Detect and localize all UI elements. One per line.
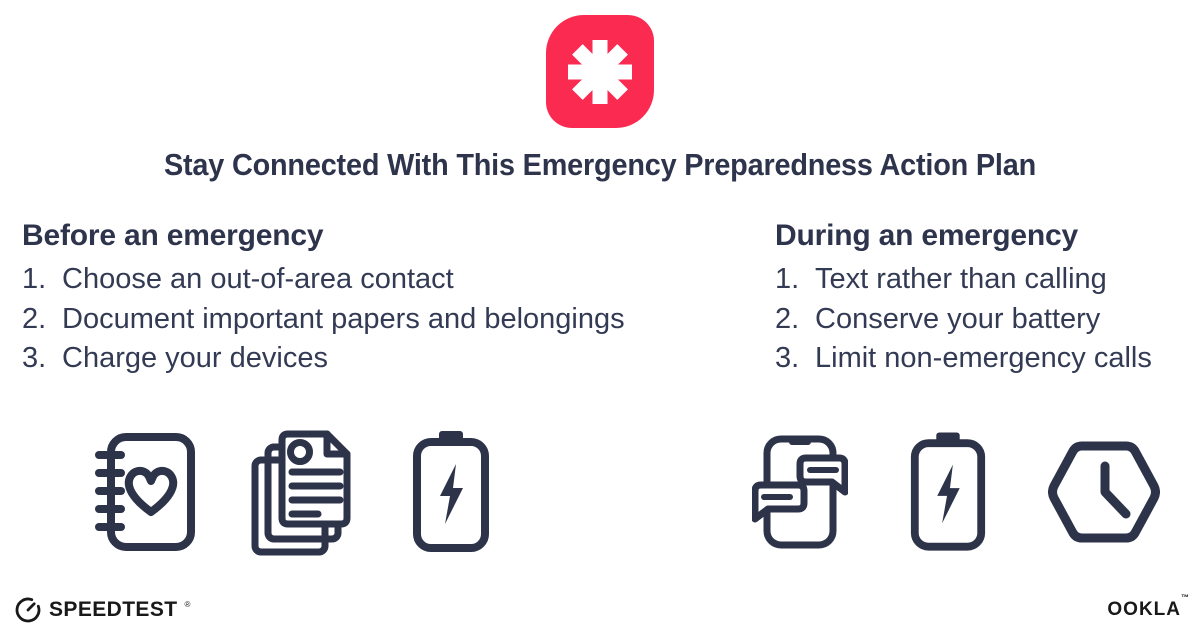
list-item bbox=[22, 300, 732, 340]
item-text: Document important papers and belongings bbox=[62, 302, 625, 335]
item-number: 2. bbox=[775, 302, 800, 335]
ookla-trademark: ™ bbox=[1181, 593, 1190, 602]
item-number: 2. bbox=[22, 302, 47, 335]
before-heading: Before an emergency bbox=[22, 219, 324, 252]
page-title: Stay Connected With This Emergency Preparedness Action Plan bbox=[163, 147, 1037, 182]
before-emergency-section bbox=[22, 219, 732, 379]
charged-battery-icon bbox=[409, 431, 493, 553]
text-message-phone-icon bbox=[752, 435, 848, 549]
asterisk-icon bbox=[565, 37, 635, 107]
speedtest-gauge-icon bbox=[14, 596, 42, 624]
item-text: Charge your devices bbox=[62, 342, 328, 374]
item-text: Text rather than calling bbox=[815, 263, 1107, 295]
emergency-badge bbox=[546, 15, 654, 128]
item-number: 1. bbox=[775, 263, 800, 295]
item-text: Limit non-emergency calls bbox=[815, 342, 1152, 374]
during-heading: During an emergency bbox=[775, 219, 1078, 252]
clock-hexagon-icon bbox=[1048, 440, 1160, 544]
list-item bbox=[22, 339, 732, 379]
speedtest-logo bbox=[14, 596, 190, 624]
during-icons-row bbox=[752, 428, 1160, 556]
speedtest-wordmark: SPEEDTEST bbox=[49, 598, 178, 621]
item-number: 3. bbox=[22, 342, 47, 374]
heart-notebook-icon bbox=[95, 433, 195, 551]
documents-stack-icon bbox=[250, 426, 354, 558]
ookla-logo bbox=[1107, 593, 1190, 621]
item-text: Choose an out-of-area contact bbox=[62, 263, 454, 295]
item-number: 3. bbox=[775, 342, 800, 374]
before-icons-row bbox=[95, 423, 493, 561]
list-item bbox=[775, 339, 1195, 379]
list-item bbox=[775, 300, 1195, 340]
item-number: 1. bbox=[22, 263, 47, 295]
ookla-wordmark: OOKLA bbox=[1107, 599, 1181, 620]
charged-battery-icon bbox=[907, 432, 989, 552]
list-item bbox=[22, 260, 732, 300]
during-emergency-section bbox=[775, 219, 1195, 379]
list-item bbox=[775, 260, 1195, 300]
item-text: Conserve your battery bbox=[815, 302, 1101, 335]
speedtest-trademark: ® bbox=[184, 599, 191, 609]
